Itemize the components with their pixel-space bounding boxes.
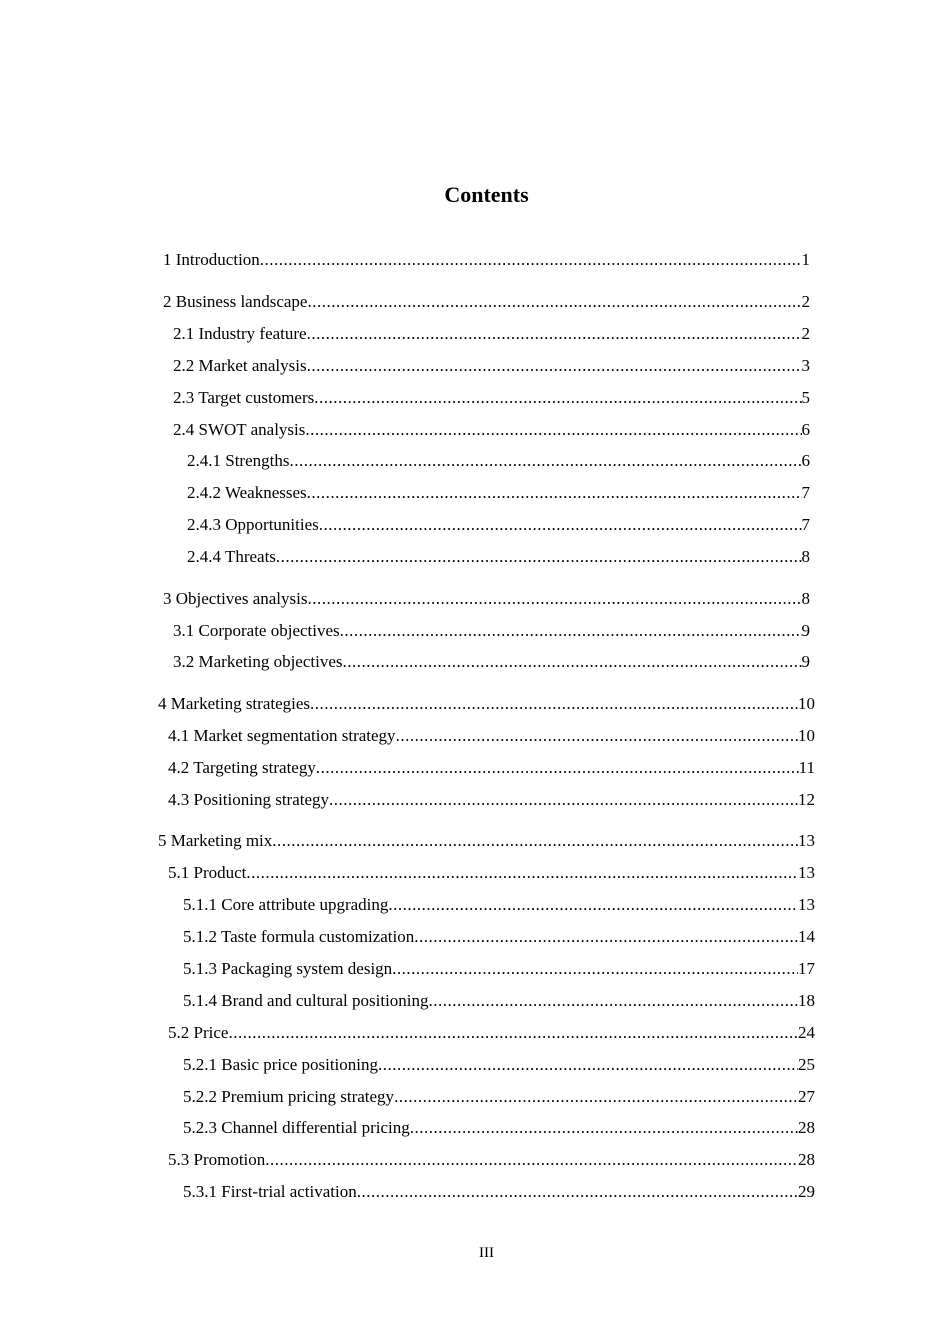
toc-entry-5-2-1[interactable]	[183, 1054, 815, 1076]
toc-entry-page: 25	[798, 1055, 815, 1074]
toc-entry-label: 5.2.1 Basic price positioning	[183, 1055, 379, 1074]
toc-entry-label: 2.4.4 Threats	[187, 547, 276, 566]
toc-entry-label: 4 Marketing strategies	[158, 694, 311, 713]
dot-leader	[246, 862, 798, 884]
page-title: Contents	[444, 182, 529, 207]
toc-entry-page: 5	[801, 388, 810, 407]
toc-entry-label: 4.3 Positioning strategy	[168, 790, 330, 809]
toc-entry-4-marketing-strategies[interactable]	[158, 693, 815, 715]
toc-entry-5-marketing-mix[interactable]	[158, 830, 815, 852]
toc-entry-page: 28	[798, 1150, 815, 1169]
toc-entry-label: 5.2.3 Channel differential pricing	[183, 1118, 410, 1137]
toc-entry-label: 3 Objectives analysis	[163, 589, 308, 608]
toc-entry-label: 4.1 Market segmentation strategy	[168, 726, 396, 745]
toc-entry-label: 2.4 SWOT analysis	[173, 420, 306, 439]
toc-entry-page: 7	[801, 515, 810, 534]
dot-leader	[307, 323, 802, 345]
toc-entry-5-1-1[interactable]	[183, 894, 815, 916]
toc-entry-page: 1	[801, 250, 810, 269]
toc-entry-label: 2.1 Industry feature	[173, 324, 307, 343]
dot-leader	[388, 894, 798, 916]
toc-entry-5-3-1[interactable]	[183, 1181, 815, 1203]
toc-entry-page: 3	[801, 356, 810, 375]
toc-entry-label: 2 Business landscape	[163, 292, 308, 311]
toc-entry-4-2[interactable]	[168, 757, 815, 779]
toc-entry-label: 5.1.1 Core attribute upgrading	[183, 895, 389, 914]
toc-entry-5-2[interactable]	[168, 1022, 815, 1044]
toc-entry-4-3[interactable]	[168, 789, 815, 811]
toc-entry-2-4-4[interactable]	[187, 546, 810, 568]
toc-entry-5-2-2[interactable]	[183, 1086, 815, 1108]
dot-leader	[314, 387, 801, 409]
toc-entry-2-2[interactable]	[173, 355, 810, 377]
toc-entry-3-2[interactable]	[173, 651, 810, 673]
toc-entry-label: 5.1.3 Packaging system design	[183, 959, 393, 978]
toc-entry-5-1-2[interactable]	[183, 926, 815, 948]
toc-entry-page: 8	[801, 547, 810, 566]
toc-entry-2-3[interactable]	[173, 387, 810, 409]
dot-leader	[378, 1054, 798, 1076]
toc-entry-label: 1 Introduction	[163, 250, 260, 269]
toc-entry-label: 5.1 Product	[168, 863, 247, 882]
toc-entry-page: 8	[801, 589, 810, 608]
toc-entry-page: 2	[801, 292, 810, 311]
dot-leader	[319, 514, 802, 536]
toc-entry-label: 4.2 Targeting strategy	[168, 758, 316, 777]
toc-entry-page: 28	[798, 1118, 815, 1137]
toc-entry-label: 5.3 Promotion	[168, 1150, 266, 1169]
dot-leader	[307, 588, 801, 610]
toc-entry-page: 6	[801, 451, 810, 470]
toc-entry-page: 13	[798, 895, 815, 914]
dot-leader	[276, 546, 802, 568]
toc-entry-5-1[interactable]	[168, 862, 815, 884]
dot-leader	[265, 1149, 798, 1171]
toc-entry-label: 2.3 Target customers	[173, 388, 315, 407]
toc-entry-label: 5.3.1 First-trial activation	[183, 1182, 357, 1201]
toc-entry-page: 17	[798, 959, 815, 978]
toc-entry-page: 11	[798, 758, 815, 777]
dot-leader	[329, 789, 798, 811]
toc-entry-page: 18	[798, 991, 815, 1010]
dot-leader	[307, 355, 802, 377]
toc-entry-label: 2.2 Market analysis	[173, 356, 307, 375]
dot-leader	[260, 249, 802, 271]
dot-leader	[307, 291, 801, 313]
dot-leader	[289, 450, 801, 472]
toc-entry-page: 9	[801, 652, 810, 671]
toc-entry-2-business-landscape[interactable]	[163, 291, 810, 313]
toc-entry-label: 5.1.4 Brand and cultural positioning	[183, 991, 429, 1010]
toc-entry-label: 3.2 Marketing objectives	[173, 652, 343, 671]
dot-leader	[429, 990, 798, 1012]
toc-entry-label: 2.4.1 Strengths	[187, 451, 290, 470]
toc-entry-page: 6	[801, 420, 810, 439]
toc-entry-page: 13	[798, 831, 815, 850]
dot-leader	[394, 1086, 798, 1108]
toc-entry-2-4-2[interactable]	[187, 482, 810, 504]
toc-entry-5-2-3[interactable]	[183, 1117, 815, 1139]
toc-entry-page: 29	[798, 1182, 815, 1201]
toc-entry-page: 27	[798, 1087, 815, 1106]
dot-leader	[392, 958, 798, 980]
toc-entry-page: 24	[798, 1023, 815, 1042]
toc-entry-label: 5.2.2 Premium pricing strategy	[183, 1087, 395, 1106]
dot-leader	[307, 482, 802, 504]
toc-entry-label: 5.1.2 Taste formula customization	[183, 927, 415, 946]
toc-entry-5-3[interactable]	[168, 1149, 815, 1171]
toc-entry-page: 2	[801, 324, 810, 343]
toc-entry-page: 10	[798, 726, 815, 745]
dot-leader	[343, 651, 802, 673]
dot-leader	[340, 620, 802, 642]
toc-entry-label: 5 Marketing mix	[158, 831, 273, 850]
toc-entry-1-introduction[interactable]	[163, 249, 810, 271]
page-number: III	[479, 1245, 494, 1261]
toc-entry-2-4-3[interactable]	[187, 514, 810, 536]
dot-leader	[316, 757, 799, 779]
dot-leader	[396, 725, 798, 747]
toc-entry-label: 2.4.3 Opportunities	[187, 515, 319, 534]
dot-leader	[414, 926, 798, 948]
dot-leader	[228, 1022, 798, 1044]
toc-entry-3-objectives-analysis[interactable]	[163, 588, 810, 610]
toc-entry-page: 13	[798, 863, 815, 882]
toc-entry-5-1-4[interactable]	[183, 990, 815, 1012]
toc-entry-label: 5.2 Price	[168, 1023, 229, 1042]
toc-entry-3-1[interactable]	[173, 620, 810, 642]
toc-entry-page: 14	[798, 927, 815, 946]
toc-entry-2-1[interactable]	[173, 323, 810, 345]
toc-entry-page: 12	[798, 790, 815, 809]
dot-leader	[305, 419, 801, 441]
toc-entry-label: 3.1 Corporate objectives	[173, 621, 340, 640]
dot-leader	[272, 830, 798, 852]
dot-leader	[410, 1117, 798, 1139]
toc-entry-page: 9	[801, 621, 810, 640]
dot-leader	[357, 1181, 798, 1203]
toc-entry-2-4-1[interactable]	[187, 450, 810, 472]
toc-entry-2-4[interactable]	[173, 419, 810, 441]
dot-leader	[310, 693, 798, 715]
toc-entry-4-1[interactable]	[168, 725, 815, 747]
toc-entry-page: 7	[801, 483, 810, 502]
toc-entry-5-1-3[interactable]	[183, 958, 815, 980]
toc-entry-page: 10	[798, 694, 815, 713]
toc-entry-label: 2.4.2 Weaknesses	[187, 483, 307, 502]
